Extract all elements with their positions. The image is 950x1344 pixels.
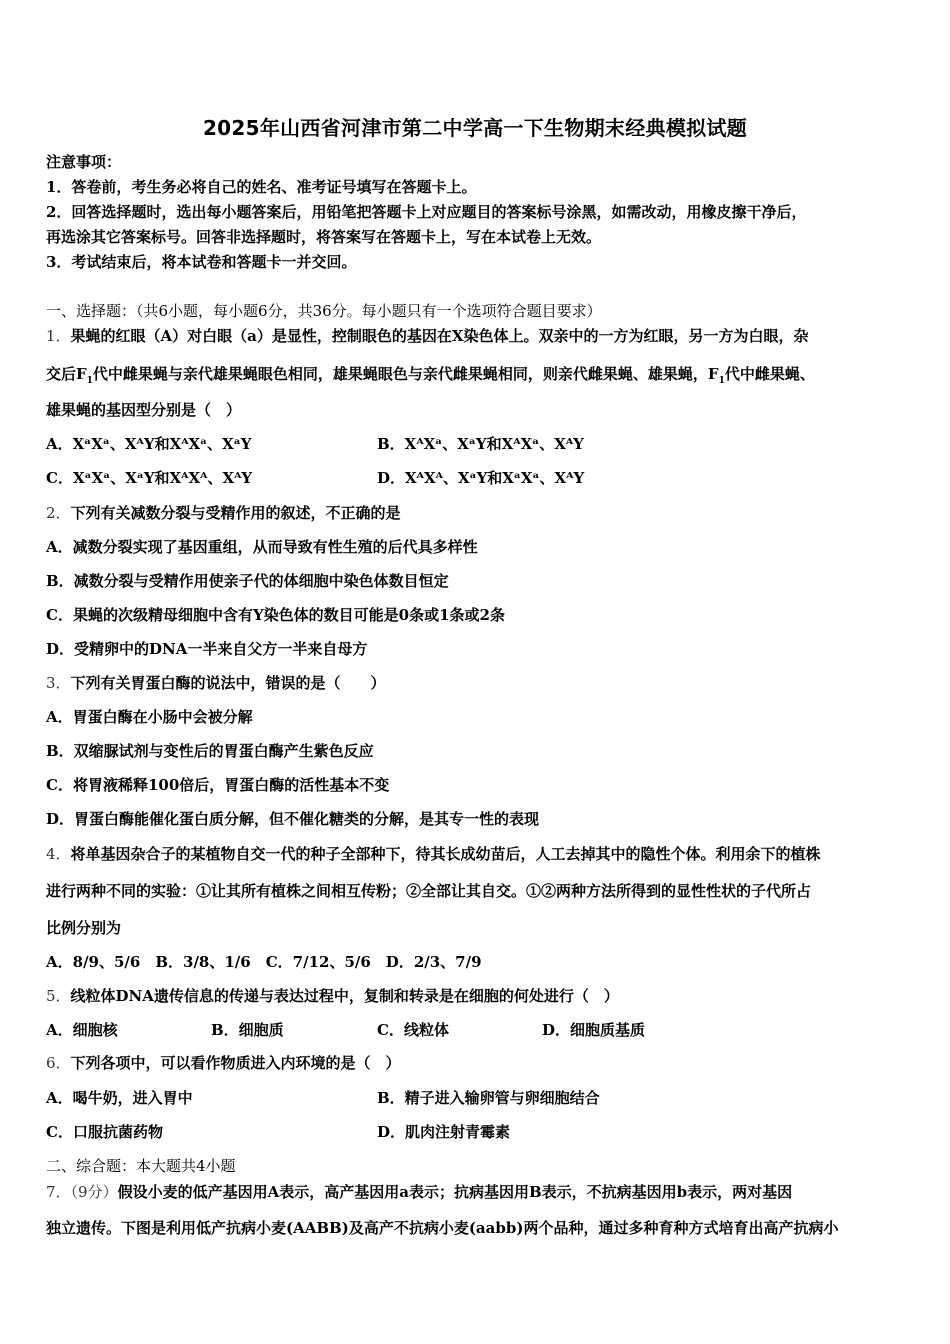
q4-stem-1: 将单基因杂合子的某植物自交一代的种子全部种下，待其长成幼苗后，人工去掉其中的隐性个体。利用余下的植株 — [70, 845, 821, 863]
q1-stem-2a: 交后F — [46, 365, 87, 383]
q6-stem-line — [46, 1053, 401, 1073]
q3-option-c: C．将胃液稀释100倍后，胃蛋白酶的活性基本不变 — [46, 776, 390, 794]
notice-header: 注意事项： — [46, 153, 122, 171]
q1-option-c: C．XᵃXᵃ、XᵃY和XᴬXᴬ、XᴬY — [46, 469, 253, 487]
q3-option-b: B．双缩脲试剂与变性后的胃蛋白酶产生紫色反应 — [46, 742, 374, 760]
q3-stem-line — [46, 673, 386, 693]
q6-option-d: D．肌肉注射青霉素 — [377, 1123, 511, 1141]
q5-option-d: D．细胞质基质 — [542, 1021, 646, 1039]
q4-line2: 进行两种不同的实验：①让其所有植株之间相互传粉；②全部让其自交。①②两种方法所得到的显性性状的子代所占 — [46, 882, 812, 900]
q5-option-c: C．线粒体 — [377, 1021, 449, 1039]
q1-option-b: B．XᴬXᵃ、XᵃY和XᴬXᵃ、XᴬY — [377, 435, 584, 453]
q2-stem: 下列有关减数分裂与受精作用的叙述，不正确的是 — [70, 504, 401, 522]
q1-option-a: A．XᵃXᵃ、XᴬY和XᴬXᵃ、XᵃY — [46, 435, 252, 453]
notice-item-2: 2．回答选择题时，选出每小题答案后，用铅笔把答题卡上对应题目的答案标号涂黑，如需改动，用橡皮擦干净后， — [46, 203, 807, 221]
q7-line1 — [46, 1182, 792, 1202]
q2-stem-line — [46, 503, 401, 523]
q1-sub-1: 1 — [86, 376, 93, 386]
q4-line3: 比例分别为 — [46, 919, 122, 937]
q1-stem-1: 果蝇的红眼（A）对白眼（a）是显性，控制眼色的基因在X染色体上。双亲中的一方为红眼，另一方为白眼，杂 — [70, 327, 809, 345]
q1-stem-2b: 代中雌果蝇与亲代雄果蝇眼色相同，雄果蝇眼色与亲代雌果蝇相同，则亲代雌果蝇、雄果蝇，F — [92, 365, 719, 383]
q2-option-d: D．受精卵中的DNA一半来自父方一半来自母方 — [46, 640, 368, 658]
notice-item-3: 3．考试结束后，将本试卷和答题卡一并交回。 — [46, 253, 357, 271]
q5-number: 5． — [46, 987, 71, 1005]
q1-line1 — [46, 326, 809, 346]
q6-number: 6． — [46, 1054, 71, 1072]
q4-number: 4． — [46, 845, 71, 863]
q6-option-a: A．喝牛奶，进入胃中 — [46, 1089, 193, 1107]
q3-option-a: A．胃蛋白酶在小肠中会被分解 — [46, 708, 253, 726]
q6-option-c: C．口服抗菌药物 — [46, 1123, 163, 1141]
q1-line2 — [46, 364, 815, 391]
q4-options: A．8/9、5/6 B．3/8、1/6 C．7/12、5/6 D．2/3、7/9 — [46, 953, 482, 971]
notice-item-1: 1．答卷前，考生务必将自己的姓名、准考证号填写在答题卡上。 — [46, 178, 477, 196]
section2-heading: 二、综合题：本大题共4小题 — [46, 1157, 236, 1175]
q7-line2: 独立遗传。下图是利用低产抗病小麦(AABB)及高产不抗病小麦(aabb)两个品种，通过多种育种方式培育出高产抗病小 — [46, 1219, 839, 1237]
page-title: 2025年山西省河津市第二中学高一下生物期末经典模拟试题 — [202, 116, 748, 140]
q7-number: 7． — [46, 1183, 71, 1201]
q5-option-a: A．细胞核 — [46, 1021, 118, 1039]
q4-line1 — [46, 844, 821, 864]
q1-sub-2: 1 — [718, 376, 725, 386]
q2-option-a: A．减数分裂实现了基因重组，从而导致有性生殖的后代具多样性 — [46, 538, 478, 556]
q7-score: （9分） — [70, 1183, 118, 1201]
notice-item-2-cont: 再选涂其它答案标号。回答非选择题时，将答案写在答题卡上，写在本试卷上无效。 — [46, 228, 602, 246]
q1-option-d: D．XᴬXᴬ、XᵃY和XᵃXᵃ、XᴬY — [377, 469, 585, 487]
q7-stem-1: 假设小麦的低产基因用A表示，高产基因用a表示；抗病基因用B表示，不抗病基因用b表示，两对基因 — [117, 1183, 793, 1201]
q3-number: 3． — [46, 674, 71, 692]
q6-stem: 下列各项中，可以看作物质进入内环境的是（ ） — [70, 1054, 401, 1072]
q5-option-b: B．细胞质 — [211, 1021, 284, 1039]
q1-stem-2c: 代中雌果蝇、 — [724, 365, 815, 383]
q1-line3: 雄果蝇的基因型分别是（ ） — [46, 401, 242, 419]
q3-option-d: D．胃蛋白酶能催化蛋白质分解，但不催化糖类的分解，是其专一性的表现 — [46, 810, 540, 828]
section1-heading: 一、选择题：（共6小题，每小题6分，共36分。每小题只有一个选项符合题目要求） — [46, 302, 602, 320]
q2-option-c: C．果蝇的次级精母细胞中含有Y染色体的数目可能是0条或1条或2条 — [46, 606, 505, 624]
q2-number: 2． — [46, 504, 71, 522]
q1-number: 1． — [46, 327, 71, 345]
q2-option-b: B．减数分裂与受精作用使亲子代的体细胞中染色体数目恒定 — [46, 572, 449, 590]
q3-stem: 下列有关胃蛋白酶的说法中，错误的是（ ） — [70, 674, 386, 692]
q5-stem: 线粒体DNA遗传信息的传递与表达过程中，复制和转录是在细胞的何处进行（ ） — [70, 987, 619, 1005]
q5-stem-line — [46, 986, 619, 1006]
q6-option-b: B．精子进入输卵管与卵细胞结合 — [377, 1089, 600, 1107]
